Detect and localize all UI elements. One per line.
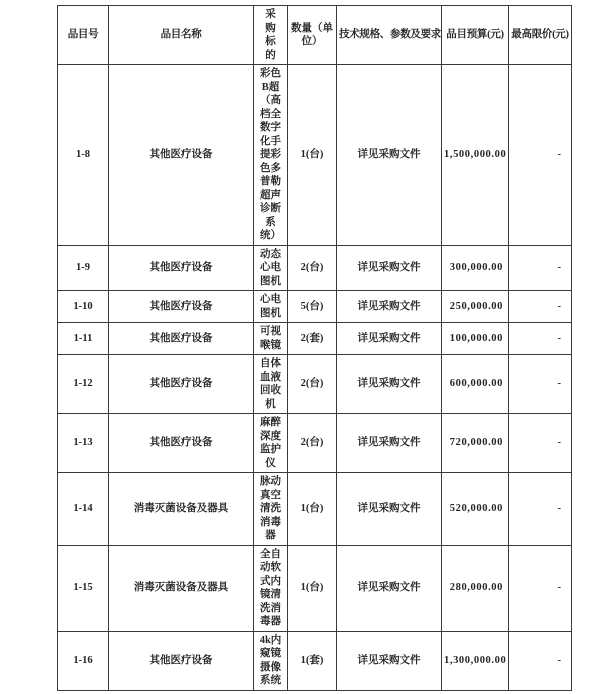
item-no-cell: 1-15 [58,545,109,631]
target-cell: 自体血液回收机 [254,355,288,414]
item-name-cell: 消毒灭菌设备及器具 [109,473,254,546]
item-no-cell: 1-9 [58,245,109,291]
budget-cell: 280,000.00 [442,545,509,631]
max-price-cell: - [509,631,572,690]
item-no-cell: 1-10 [58,291,109,323]
item-name-cell: 其他医疗设备 [109,631,254,690]
quantity-cell: 1(台) [288,473,337,546]
budget-cell: 250,000.00 [442,291,509,323]
header-quantity-unit: 数量（单位） [288,6,337,65]
table-row [58,323,572,355]
table-row [58,545,572,631]
item-name-cell: 其他医疗设备 [109,355,254,414]
target-cell: 可视喉镜 [254,323,288,355]
header-max-price: 最高限价(元) [509,6,572,65]
table-row [58,473,572,546]
max-price-cell: - [509,245,572,291]
quantity-cell: 1(套) [288,631,337,690]
table-row [58,291,572,323]
header-item-no: 品目号 [58,6,109,65]
procurement-items-table [57,5,572,691]
quantity-cell: 1(台) [288,545,337,631]
budget-cell: 100,000.00 [442,323,509,355]
specs-cell: 详见采购文件 [337,245,442,291]
table-row [58,355,572,414]
target-cell: 动态心电图机 [254,245,288,291]
quantity-cell: 1(台) [288,65,337,246]
target-cell: 麻醉深度监护仪 [254,414,288,473]
item-no-cell: 1-8 [58,65,109,246]
header-row [58,6,572,65]
table-row [58,65,572,246]
quantity-cell: 5(台) [288,291,337,323]
table-row [58,245,572,291]
item-no-cell: 1-13 [58,414,109,473]
table-row [58,414,572,473]
header-procurement-target: 采购标的 [254,6,288,65]
item-name-cell: 其他医疗设备 [109,65,254,246]
budget-cell: 1,300,000.00 [442,631,509,690]
item-name-cell: 其他医疗设备 [109,414,254,473]
budget-cell: 520,000.00 [442,473,509,546]
target-cell: 全自动软式内镜清洗消毒器 [254,545,288,631]
target-cell: 彩色B超（高档全数字化手提彩色多普勒超声诊断系统） [254,65,288,246]
item-no-cell: 1-11 [58,323,109,355]
max-price-cell: - [509,291,572,323]
max-price-cell: - [509,414,572,473]
item-name-cell: 其他医疗设备 [109,245,254,291]
max-price-cell: - [509,65,572,246]
max-price-cell: - [509,323,572,355]
specs-cell: 详见采购文件 [337,473,442,546]
item-no-cell: 1-12 [58,355,109,414]
specs-cell: 详见采购文件 [337,291,442,323]
target-cell: 脉动真空清洗消毒器 [254,473,288,546]
item-no-cell: 1-14 [58,473,109,546]
budget-cell: 1,500,000.00 [442,65,509,246]
specs-cell: 详见采购文件 [337,355,442,414]
specs-cell: 详见采购文件 [337,65,442,246]
max-price-cell: - [509,355,572,414]
specs-cell: 详见采购文件 [337,414,442,473]
item-name-cell: 其他医疗设备 [109,291,254,323]
budget-cell: 720,000.00 [442,414,509,473]
quantity-cell: 2(台) [288,414,337,473]
header-item-name: 品目名称 [109,6,254,65]
header-tech-specs: 技术规格、参数及要求 [337,6,442,65]
header-item-budget: 品目预算(元) [442,6,509,65]
target-cell: 4k内窥镜摄像系统 [254,631,288,690]
budget-cell: 600,000.00 [442,355,509,414]
item-name-cell: 其他医疗设备 [109,323,254,355]
max-price-cell: - [509,545,572,631]
item-no-cell: 1-16 [58,631,109,690]
target-cell: 心电图机 [254,291,288,323]
budget-cell: 300,000.00 [442,245,509,291]
specs-cell: 详见采购文件 [337,545,442,631]
item-name-cell: 消毒灭菌设备及器具 [109,545,254,631]
specs-cell: 详见采购文件 [337,323,442,355]
quantity-cell: 2(套) [288,323,337,355]
table-row [58,631,572,690]
specs-cell: 详见采购文件 [337,631,442,690]
quantity-cell: 2(台) [288,245,337,291]
max-price-cell: - [509,473,572,546]
quantity-cell: 2(台) [288,355,337,414]
